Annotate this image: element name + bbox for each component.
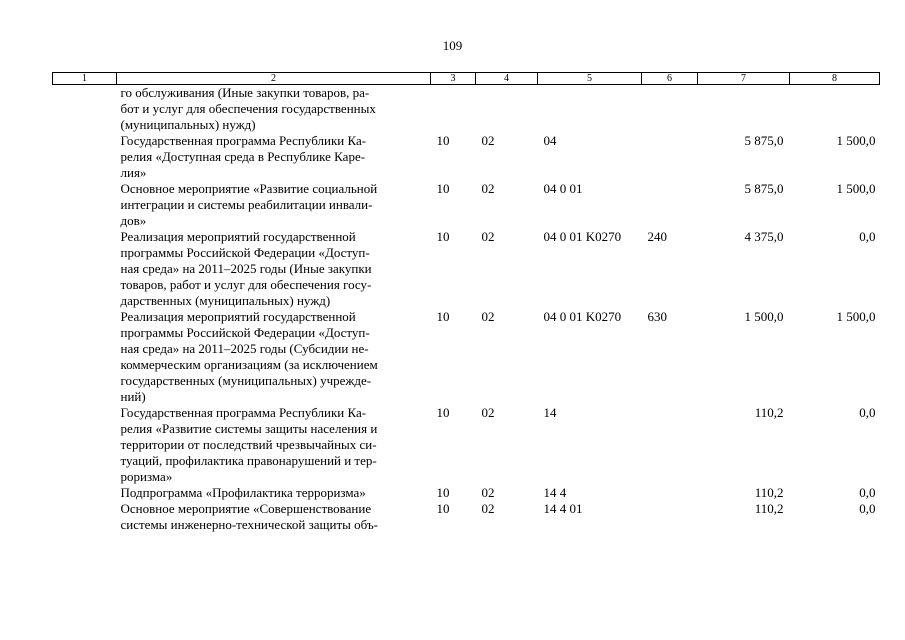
- amount-1-cell: 1 500,0: [744, 309, 784, 324]
- item-name-cell: [117, 85, 431, 134]
- cell-col1: [53, 485, 117, 501]
- item-name-line: туаций, профилактика правонарушений и тер-: [120, 453, 377, 468]
- item-name-line: роризма»: [120, 469, 173, 484]
- amount-1-cell: 4 375,0: [744, 229, 784, 244]
- column-header: 4: [476, 73, 538, 85]
- expense-type-cell: [642, 181, 698, 229]
- target-article-cell: [538, 85, 642, 134]
- target-article-cell: 14 4 01: [543, 501, 583, 516]
- item-name-line: государственных (муниципальных) учрежде-: [120, 373, 372, 388]
- item-name-line: Государственная программа Республики Ка-: [120, 133, 367, 148]
- item-name-line: программы Российской Федерации «Доступ-: [120, 325, 370, 340]
- item-name-cell: [117, 485, 431, 501]
- table-row: [53, 485, 880, 501]
- table-row: [53, 85, 880, 134]
- item-name-line: Реализация мероприятий государственной: [120, 309, 356, 324]
- amount-1-cell: 110,2: [754, 485, 784, 500]
- subsection-cell: 02: [481, 229, 495, 244]
- column-header: 5: [538, 73, 642, 85]
- item-name-line: Подпрограмма «Профилактика терроризма»: [120, 485, 366, 500]
- target-article-cell: 04: [543, 133, 557, 148]
- item-name-line: территории от последствий чрезвычайных си-: [120, 437, 377, 452]
- item-name-line: дарственных (муниципальных) нужд): [120, 293, 331, 308]
- cell-col1: [53, 309, 117, 405]
- amount-2-cell: 0,0: [859, 229, 876, 244]
- expense-type-cell: 630: [647, 309, 667, 324]
- amount-1-cell: 5 875,0: [744, 133, 784, 148]
- section-cell: 10: [436, 485, 450, 500]
- table-body: [53, 85, 880, 534]
- item-name-line: коммерческим организациям (за исключением: [120, 357, 378, 372]
- column-header: 8: [790, 73, 880, 85]
- amount-1-cell: [698, 85, 790, 134]
- item-name-line: бот и услуг для обеспечения государственных: [120, 101, 376, 116]
- target-article-cell: 14: [543, 405, 557, 420]
- subsection-cell: 02: [481, 405, 495, 420]
- subsection-cell: 02: [481, 309, 495, 324]
- cell-col1: [53, 133, 117, 181]
- column-header: 6: [642, 73, 698, 85]
- column-header: 1: [53, 73, 117, 85]
- budget-table: [52, 72, 880, 533]
- table-row: [53, 309, 880, 405]
- target-article-cell: 04 0 01 K0270: [543, 309, 622, 324]
- section-cell: [431, 85, 476, 134]
- item-name-line: Реализация мероприятий государственной: [120, 229, 356, 244]
- column-number-row: [53, 73, 880, 85]
- item-name-line: Основное мероприятие «Развитие социальной: [120, 181, 378, 196]
- section-cell: 10: [436, 181, 450, 196]
- table-row: [53, 501, 880, 533]
- table-row: [53, 133, 880, 181]
- item-name-line: го обслуживания (Иные закупки товаров, ра-: [120, 85, 370, 100]
- amount-2-cell: 0,0: [859, 405, 876, 420]
- amount-2-cell: 0,0: [859, 485, 876, 500]
- amount-2-cell: 0,0: [859, 501, 876, 516]
- column-header: 3: [431, 73, 476, 85]
- amount-2-cell: 1 500,0: [836, 181, 876, 196]
- section-cell: 10: [436, 501, 450, 516]
- target-article-cell: 04 0 01: [543, 181, 583, 196]
- cell-col1: [53, 405, 117, 485]
- amount-1-cell: 5 875,0: [744, 181, 784, 196]
- cell-col1: [53, 229, 117, 309]
- item-name-line: программы Российской Федерации «Доступ-: [120, 245, 370, 260]
- expense-type-cell: [642, 485, 698, 501]
- item-name-cell: [117, 501, 431, 533]
- item-name-line: системы инженерно-технической защиты объ-: [120, 517, 379, 532]
- amount-1-cell: 110,2: [754, 501, 784, 516]
- amount-2-cell: 1 500,0: [836, 133, 876, 148]
- amount-2-cell: 1 500,0: [836, 309, 876, 324]
- subsection-cell: 02: [481, 485, 495, 500]
- item-name-line: товаров, работ и услуг для обеспечения госу-: [120, 277, 372, 292]
- item-name-line: релия «Доступная среда в Республике Каре-: [120, 149, 366, 164]
- item-name-cell: [117, 309, 431, 405]
- expense-type-cell: [642, 501, 698, 533]
- column-header: 2: [117, 73, 431, 85]
- expense-type-cell: [642, 405, 698, 485]
- subsection-cell: [476, 85, 538, 134]
- expense-type-cell: [642, 133, 698, 181]
- section-cell: 10: [436, 229, 450, 244]
- item-name-line: лия»: [120, 165, 147, 180]
- page-number: 109: [442, 38, 463, 53]
- item-name-line: релия «Развитие системы защиты населения и: [120, 421, 378, 436]
- item-name-cell: [117, 229, 431, 309]
- target-article-cell: 14 4: [543, 485, 567, 500]
- item-name-cell: [117, 405, 431, 485]
- amount-2-cell: [790, 85, 880, 134]
- item-name-cell: [117, 181, 431, 229]
- table-row: [53, 181, 880, 229]
- subsection-cell: 02: [481, 501, 495, 516]
- item-name-line: ная среда» на 2011–2025 годы (Субсидии не-: [120, 341, 369, 356]
- item-name-cell: [117, 133, 431, 181]
- cell-col1: [53, 85, 117, 134]
- item-name-line: Основное мероприятие «Совершенствование: [120, 501, 372, 516]
- item-name-line: Государственная программа Республики Ка-: [120, 405, 367, 420]
- amount-1-cell: 110,2: [754, 405, 784, 420]
- item-name-line: интеграции и системы реабилитации инвали-: [120, 197, 373, 212]
- item-name-line: ний): [120, 389, 146, 404]
- cell-col1: [53, 181, 117, 229]
- expense-type-cell: [642, 85, 698, 134]
- column-header: 7: [698, 73, 790, 85]
- table-row: [53, 229, 880, 309]
- subsection-cell: 02: [481, 133, 495, 148]
- section-cell: 10: [436, 133, 450, 148]
- expense-type-cell: 240: [647, 229, 667, 244]
- item-name-line: ная среда» на 2011–2025 годы (Иные закупки: [120, 261, 372, 276]
- cell-col1: [53, 501, 117, 533]
- section-cell: 10: [436, 405, 450, 420]
- item-name-line: дов»: [120, 213, 147, 228]
- table-row: [53, 405, 880, 485]
- table-header: [53, 73, 880, 85]
- subsection-cell: 02: [481, 181, 495, 196]
- section-cell: 10: [436, 309, 450, 324]
- target-article-cell: 04 0 01 K0270: [543, 229, 622, 244]
- item-name-line: (муниципальных) нужд): [120, 117, 256, 132]
